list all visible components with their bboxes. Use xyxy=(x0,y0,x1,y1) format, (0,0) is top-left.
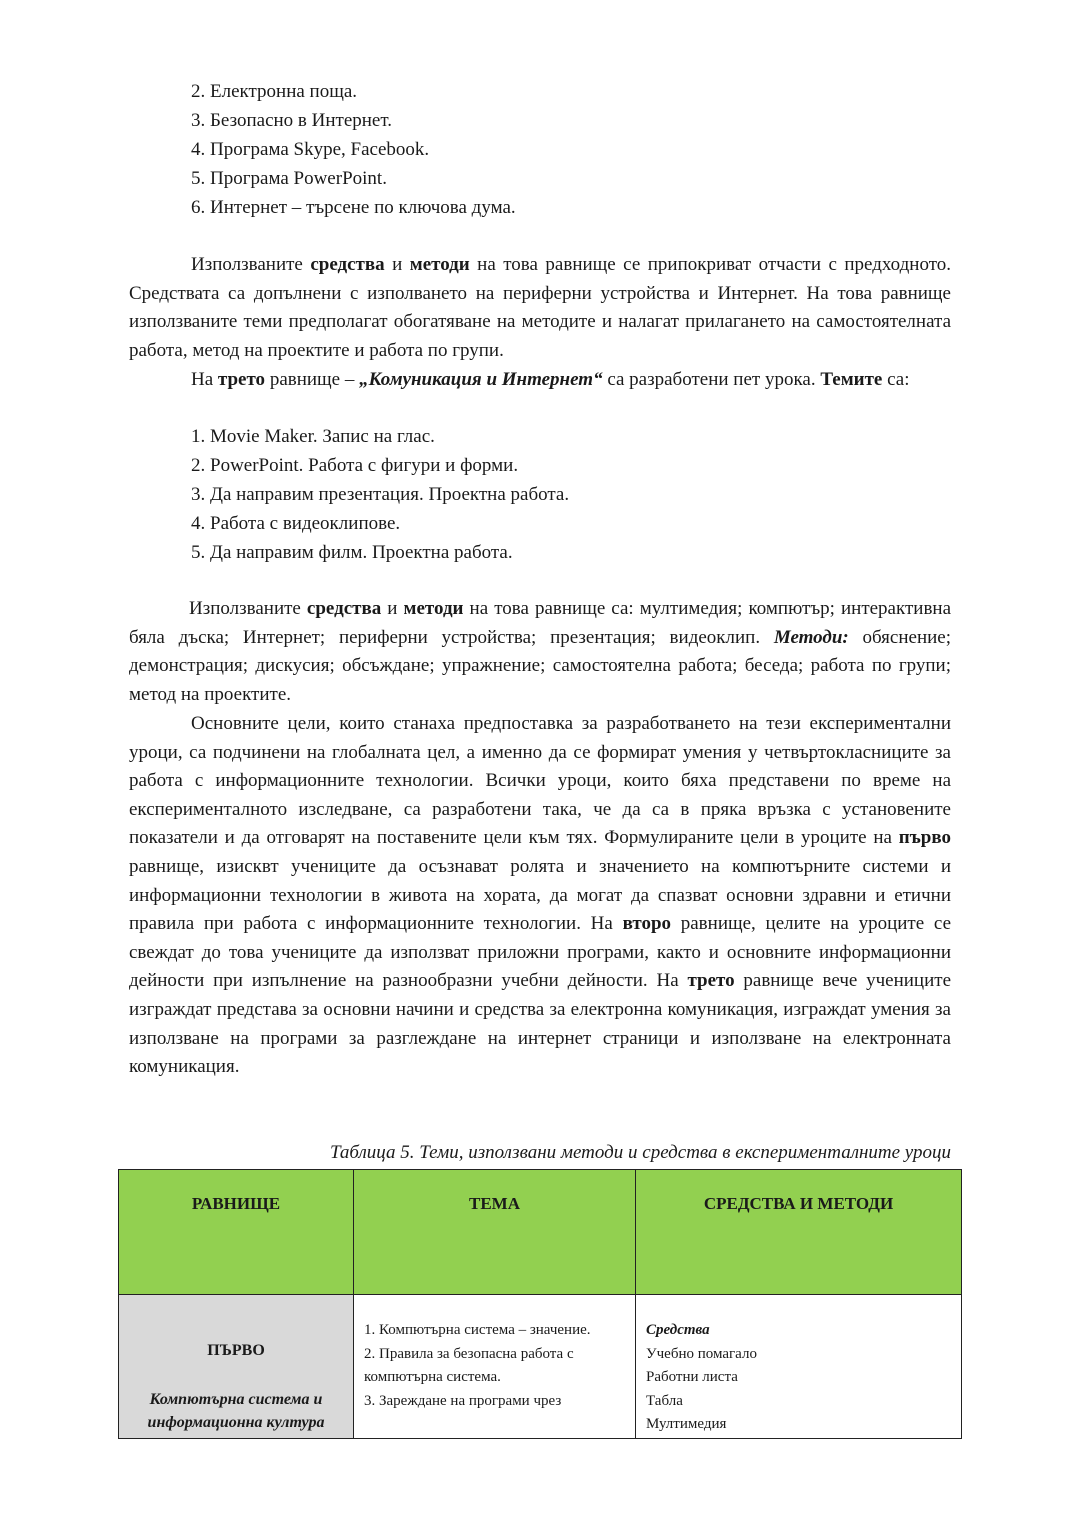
header-means-methods: СРЕДСТВА И МЕТОДИ xyxy=(636,1170,962,1295)
paragraph-third-level: На трето равнище – „Комуникация и Интернет“ са разработени пет урока. Темите са: xyxy=(191,369,910,390)
list-item: 3. Безопасно в Интернет. xyxy=(191,110,392,131)
list-item: 2. PowerPoint. Работа с фигури и форми. xyxy=(191,455,519,476)
themes-table xyxy=(118,1169,962,1439)
list-item: 5. Да направим филм. Проектна работа. xyxy=(191,542,513,563)
paragraph-means-methods-list: Използваните средства и методи на това равнище са: мултимедия; компютър; интерактивна бяла дъска; Интернет; периферни устройства; презентация; видеоклип. Методи: обяснение; демонстрация; дискусия; обсъждане; упражнение; самостоятелна работа; беседа; работа по групи; метод на проектите. xyxy=(129,598,952,705)
topics-list xyxy=(191,422,569,567)
table-caption: Таблица 5. Теми, използвани методи и средства в експерименталните уроци xyxy=(330,1142,951,1163)
means-item: Мултимедия xyxy=(646,1416,727,1432)
list-item: 4. Програма Skype, Facebook. xyxy=(191,139,430,160)
list-item: 6. Интернет – търсене по ключова дума. xyxy=(191,197,516,218)
paragraph-means-methods: Използваните средства и методи на това равнище се припокриват отчасти с предходното. Средствата са допълнени с изполването на периферни устройства и Интернет. На това равнище използваните теми предполагат обогатяване на методите и налагат прилагането на самостоятелната работа, метод на проектите и работа по групи. xyxy=(129,254,952,361)
topic-item: 1. Компютърна система – значение. xyxy=(364,1322,591,1338)
means-cell xyxy=(636,1295,962,1439)
list-item: 4. Работа с видеоклипове. xyxy=(191,513,401,534)
means-title: Средства xyxy=(646,1322,710,1338)
topic-item: 2. Правила за безопасна работа с компютърна система. xyxy=(364,1345,574,1385)
list-item: 3. Да направим презентация. Проектна работа. xyxy=(191,484,570,505)
level-cell xyxy=(119,1295,354,1439)
level-subtitle: Компютърна система и информационна култура xyxy=(147,1391,325,1431)
header-level: РАВНИЩЕ xyxy=(119,1170,354,1295)
paragraph-goals: Основните цели, които станаха предпоставка за разработването на тези експериментални уроци, са подчинени на глобалната цел, а именно да се формират умения у четвъртокласниците за работа с информационните технологии. Всички уроци, които бяха представени по време на експерименталното изследване, са разработени така, че да са в пряка връзка с установените показатели и да отговарят на поставените цели към тях. Формулираните цели в уроците на първо равнище, изисквт учениците да осъзнават ролята и значението на компютърните системи и информационни технологии в живота на хората, да могат да спазват основни здравни и етични правила при работа с информационните технологии. На второ равнище, целите на уроците се свеждат до това учениците да използват приложни програми, както и основните информационни дейности при изпълнение на разнообразни учебни дейности. На трето равнище вече учениците изграждат представа за основни начини и средства за електронна комуникация, изграждат умения за използване на програми за разглеждане на интернет страници и използване на електронната комуникация. xyxy=(129,713,952,1078)
intro-list xyxy=(191,77,516,222)
table-row xyxy=(119,1295,962,1439)
list-item: 5. Програма PowerPoint. xyxy=(191,168,387,189)
means-item: Табла xyxy=(646,1392,683,1409)
topic-item: 3. Зареждане на програми чрез xyxy=(364,1392,562,1409)
means-item: Работни листа xyxy=(646,1369,738,1385)
topic-cell xyxy=(354,1295,636,1439)
means-item: Учебно помагало xyxy=(646,1345,757,1362)
table-header-row xyxy=(119,1170,962,1295)
level-name: ПЪРВО xyxy=(207,1342,265,1359)
header-topic: ТЕМА xyxy=(354,1170,636,1295)
list-item: 1. Movie Maker. Запис на глас. xyxy=(191,426,435,447)
list-item: 2. Електронна поща. xyxy=(191,81,358,102)
